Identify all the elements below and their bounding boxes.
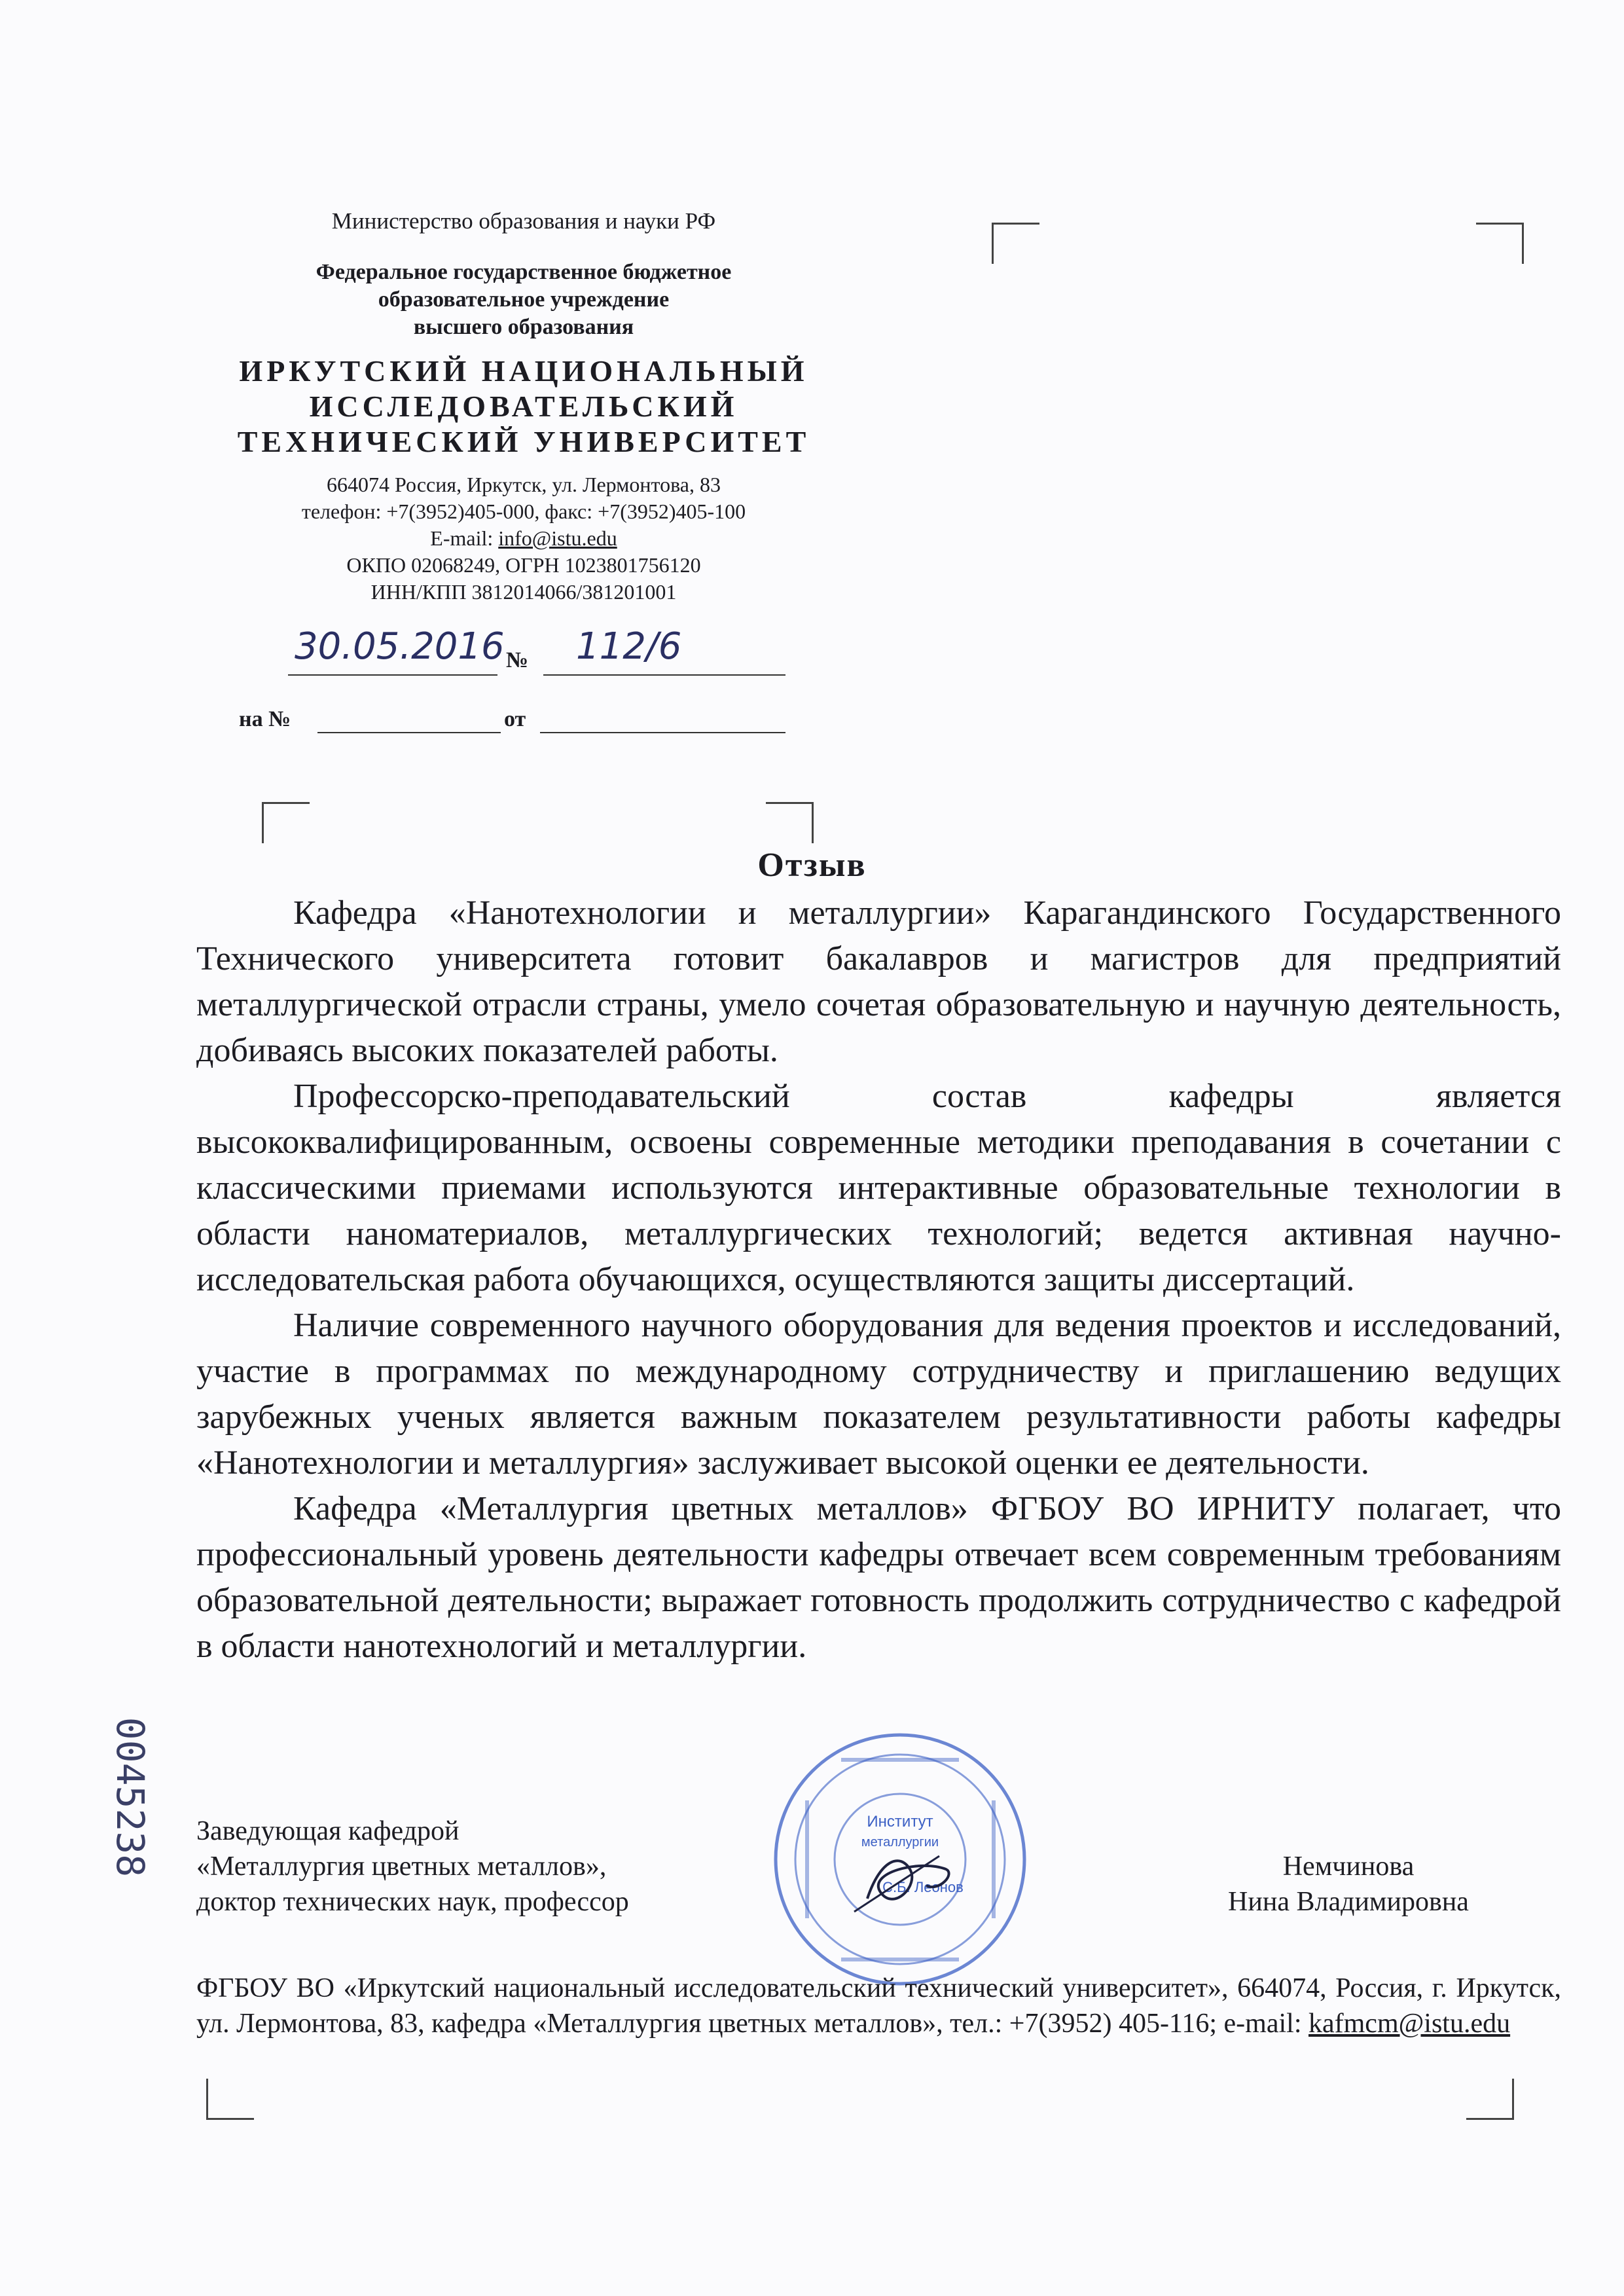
signatory-name [1165,1849,1532,1920]
phone-line: телефон: +7(3952)405-000, факс: +7(3952)405-100 [301,500,746,523]
stamp-inner-line-3: С.Б. Леонов [882,1879,964,1895]
university-contacts [196,471,851,606]
institute-stamp [769,1728,1031,1990]
position-line-1: Заведующая кафедрой [196,1816,460,1846]
registration-date: 30.05.2016 [295,625,505,668]
side-registration-number [98,1696,157,1899]
stamp-inner-line-1: Институт [867,1813,933,1831]
department-footer [196,1971,1561,2041]
federal-line-3: высшего образования [413,315,634,339]
footer-email-link[interactable]: kafmcm@istu.edu [1308,2009,1511,2039]
university-line-1: ИРКУТСКИЙ НАЦИОНАЛЬНЫЙ [239,354,808,388]
stamp-inner-line-2: металлургии [861,1835,939,1850]
number-underline [543,674,785,676]
ref-from-label: от [504,707,526,731]
university-name [196,354,851,460]
position-line-2: «Металлургия цветных металлов», [196,1851,607,1882]
email-line [196,525,851,552]
ministry-line: Министерство образования и науки РФ [331,208,716,234]
corner-mark-address-right [766,802,814,843]
ref-number-underline [317,732,501,733]
paragraph-3: Наличие современного научного оборудования для ведения проектов и исследований, участие в программах по международному сотрудничеству и приглашению ведущих зарубежных ученых является важным показателем результативности работы кафедры «Нанотехнологии и металлургия» заслуживает высокой оценки ее деятельности. [196,1307,1561,1482]
email-link[interactable]: info@istu.edu [498,526,617,550]
footer-text: ФГБОУ ВО «Иркутский национальный исследовательский технический университет», 664074, Россия, г. Иркутск, ул. Лермонтова, 83, кафедра «Металлургия цветных металлов», тел.: +7(3952) 405-116; e-mail: [196,1973,1561,2039]
number-label: № [506,648,529,672]
position-line-3: доктор технических наук, профессор [196,1887,629,1917]
university-line-2: ИССЛЕДОВАТЕЛЬСКИЙ [309,390,738,423]
corner-mark-top-right [1476,223,1524,264]
signatory-surname: Немчинова [1282,1851,1415,1882]
review-body [196,890,1561,1669]
corner-mark-top-left [992,223,1039,264]
ref-from-underline [540,732,785,733]
signatory-position [196,1813,629,1920]
corner-mark-bottom-right [1466,2079,1514,2120]
ref-number-label: на № [239,707,291,731]
signatory-given-names: Нина Владимировна [1228,1887,1469,1917]
paragraph-4: Кафедра «Металлургия цветных металлов» ФГБОУ ВО ИРНИТУ полагает, что профессиональный уровень деятельности кафедры отвечает всем современным требованиям образовательной деятельности; выражает готовность продолжить сотрудничество с кафедрой в области нанотехнологий и металлургии. [196,1490,1561,1665]
date-underline [288,674,497,676]
email-label: E-mail: [430,526,499,550]
university-line-3: ТЕХНИЧЕСКИЙ УНИВЕРСИТЕТ [237,425,810,458]
okpo-line: ОКПО 02068249, ОГРН 1023801756120 [346,553,701,577]
federal-line-1: Федеральное государственное бюджетное [316,260,732,284]
institution-type [196,259,851,341]
corner-mark-bottom-left [206,2079,254,2120]
paragraph-1: Кафедра «Нанотехнологии и металлургии» Карагандинского Государственного Технического университета готовит бакалавров и магистров для предприятий металлургической отрасли страны, умело сочетая образовательную и научную деятельность, добиваясь высоких показателей работы. [196,894,1561,1069]
registration-number: 112/6 [576,625,682,668]
paragraph-2: Профессорско-преподавательский состав кафедры является высококвалифицированным, освоены современные методики преподавания в сочетании с классическими приемами используются интерактивные образовательные технологии в области наноматериалов, металлургических технологий; ведется активная научно-исследовательская работа обучающихся, осуществляются защиты диссертаций. [196,1078,1561,1298]
address-line: 664074 Россия, Иркутск, ул. Лермонтова, 83 [327,473,721,496]
document-title: Отзыв [757,847,867,884]
inn-line: ИНН/КПП 3812014066/381201001 [370,580,677,604]
side-number-text: 0045238 [107,1717,153,1878]
federal-line-2: образовательное учреждение [378,287,670,312]
corner-mark-address-left [262,802,310,843]
